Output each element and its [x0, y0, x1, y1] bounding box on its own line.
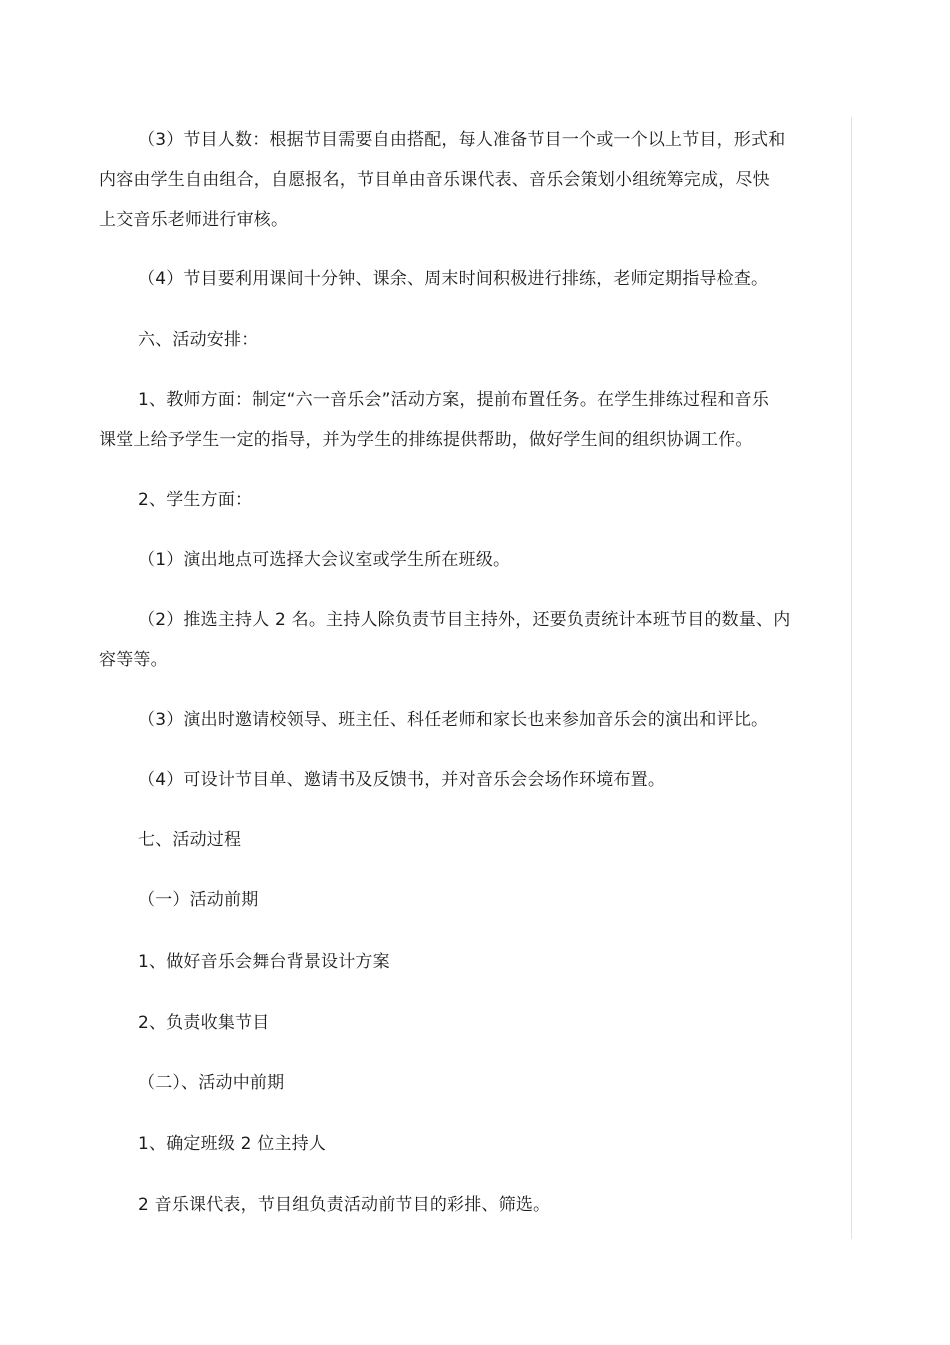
text-line: （1）演出地点可选择大会议室或学生所在班级。: [138, 550, 511, 570]
text-line: （2）推选主持人 2 名。主持人除负责节目主持外，还要负责统计本班节目的数量、内: [138, 610, 791, 630]
text-line: 2、学生方面：: [138, 490, 253, 510]
text-line: （3）演出时邀请校领导、班主任、科任老师和家长也来参加音乐会的演出和评比。: [138, 710, 769, 730]
text-line: 1、教师方面：制定“六一音乐会”活动方案，提前布置任务。在学生排练过程和音乐: [138, 390, 770, 410]
text-line: 2 音乐课代表，节目组负责活动前节目的彩排、筛选。: [138, 1195, 551, 1215]
text-line: 容等等。: [99, 650, 168, 670]
text-line: （4）可设计节目单、邀请书及反馈书，并对音乐会会场作环境布置。: [138, 770, 666, 790]
text-line: （3）节目人数：根据节目需要自由搭配，每人准备节目一个或一个以上节目，形式和: [138, 130, 786, 150]
section-heading: 六、活动安排：: [138, 330, 259, 350]
section-heading: 七、活动过程: [138, 830, 242, 850]
text-line: 1、做好音乐会舞台背景设计方案: [138, 952, 390, 972]
text-line: 内容由学生自由组合，自愿报名，节目单由音乐课代表、音乐会策划小组统筹完成，尽快: [99, 170, 770, 190]
text-line: 课堂上给予学生一定的指导，并为学生的排练提供帮助，做好学生间的组织协调工作。: [99, 430, 753, 450]
text-line: （4）节目要利用课间十分钟、课余、周末时间积极进行排练，老师定期指导检查。: [138, 269, 769, 289]
text-line: 2、负责收集节目: [138, 1013, 270, 1033]
page-margin-line: [851, 117, 852, 1239]
text-line: 1、确定班级 2 位主持人: [138, 1134, 327, 1154]
subsection-heading: （二）、活动中前期: [138, 1073, 285, 1093]
subsection-heading: （一）活动前期: [138, 890, 259, 910]
text-line: 上交音乐老师进行审核。: [99, 210, 289, 230]
